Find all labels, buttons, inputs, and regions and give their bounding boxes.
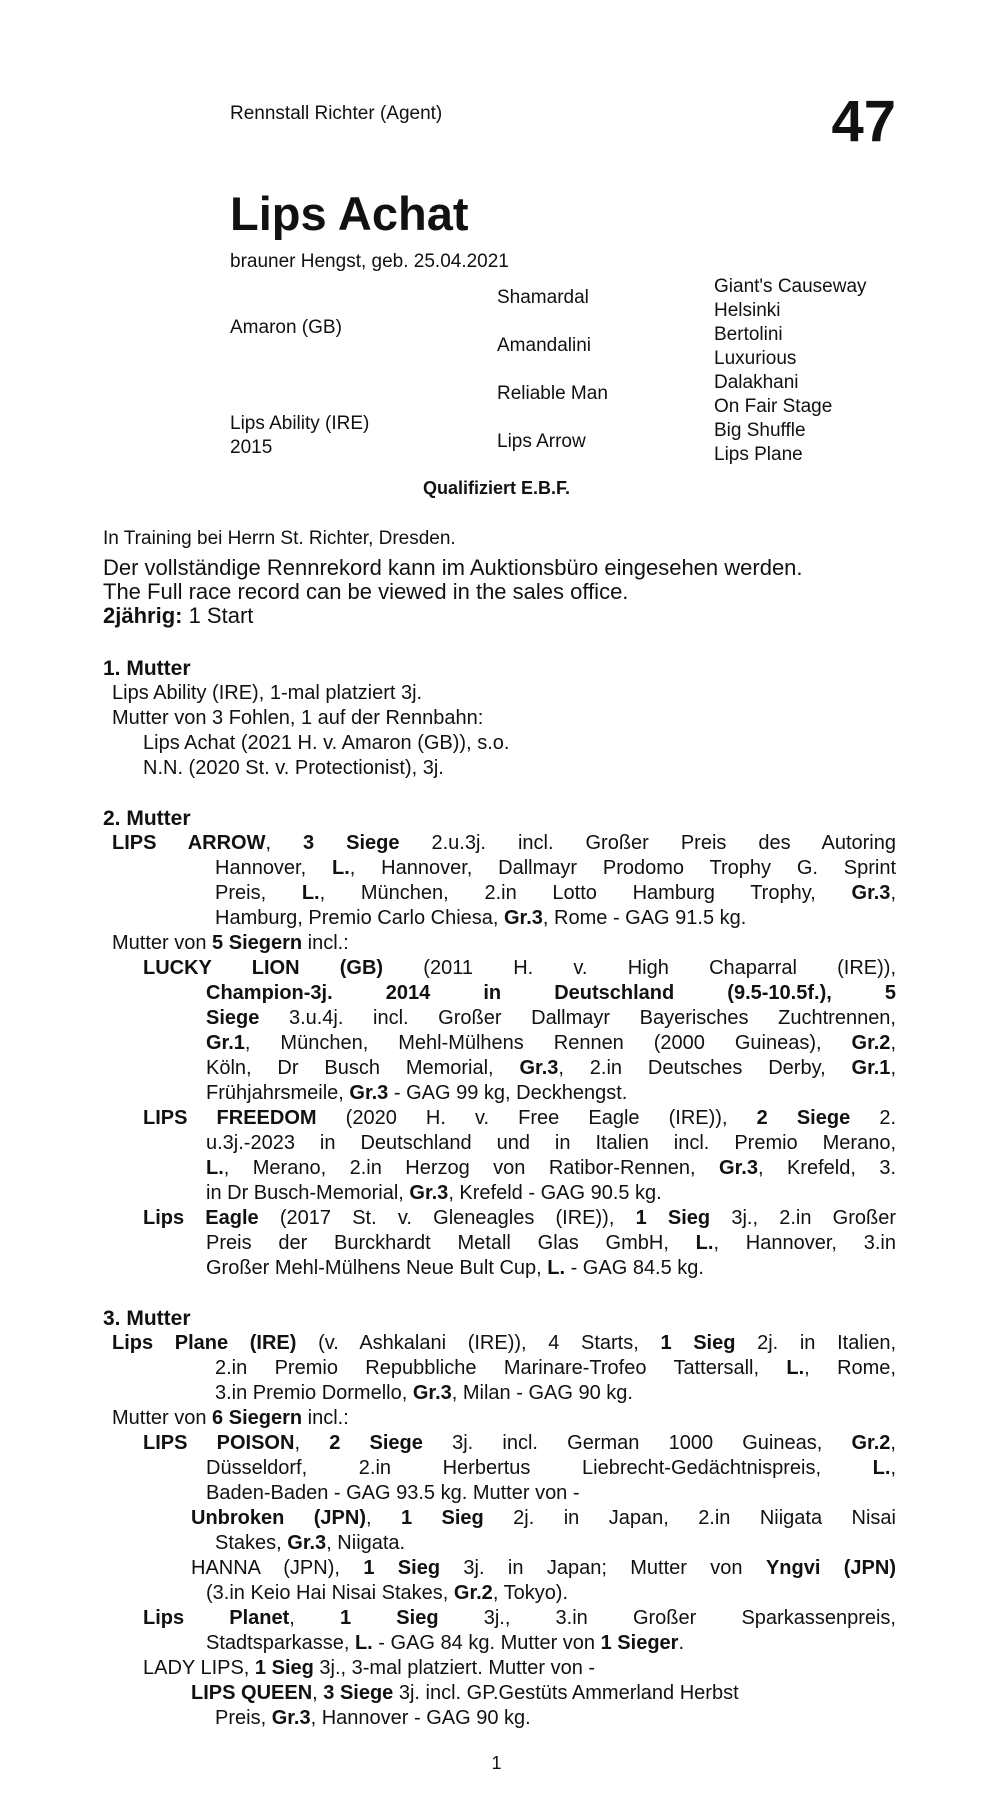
first-dam-line: Mutter von 3 Fohlen, 1 auf der Rennbahn: bbox=[112, 707, 484, 729]
starts-line bbox=[103, 604, 803, 628]
qualification: Qualifiziert E.B.F. bbox=[422, 478, 571, 498]
entry-lips-plane: Lips Plane (IRE) (v. Ashkalani (IRE)), 4 Starts, 1 Sieg 2j. in Italien, 2.in Premio Repubbliche Marinare-Trofeo Tattersall, L., Rome, 3.in Premio Dormello, Gr.3, Milan - GAG 90 kg. bbox=[112, 1332, 897, 1404]
pedigree-dam-year: 2015 bbox=[230, 437, 273, 458]
pedigree-grandparent: Amandalini bbox=[497, 335, 591, 356]
horse-name: Lips Planet bbox=[143, 1607, 290, 1629]
section-heading: 3. Mutter bbox=[103, 1307, 191, 1330]
pedigree-great-grandparent: On Fair Stage bbox=[714, 396, 833, 417]
pedigree-grandparent: Shamardal bbox=[497, 287, 589, 308]
page-number: 1 bbox=[491, 1753, 502, 1773]
pedigree-dam-name: Lips Ability (IRE) bbox=[230, 413, 370, 434]
entry-hanna: HANNA (JPN), 1 Sieg 3j. in Japan; Mutter von Yngvi (JPN) (3.in Keio Hai Nisai Stakes, Gr.2, Tokyo). bbox=[191, 1557, 896, 1604]
horse-name: LIPS QUEEN bbox=[191, 1682, 313, 1704]
entry-lady-lips: LADY LIPS, 1 Sieg 3j., 3-mal platziert. Mutter von - bbox=[143, 1657, 596, 1679]
first-dam-line: Lips Ability (IRE), 1-mal platziert 3j. bbox=[112, 682, 423, 704]
mother-of-line: Mutter von 5 Siegern incl.: bbox=[112, 932, 349, 954]
pedigree-great-grandparent: Lips Plane bbox=[714, 444, 803, 465]
pedigree-great-grandparent: Big Shuffle bbox=[714, 420, 806, 441]
lot-number: 47 bbox=[831, 89, 896, 154]
entry-lips-freedom: LIPS FREEDOM (2020 H. v. Free Eagle (IRE)), 2 Siege 2. u.3j.-2023 in Deutschland und in Italien incl. Premio Merano, L., Merano, 2.in Herzog von Ratibor-Rennen, Gr.3, Krefeld, 3. in Dr Busch-Memorial, Gr.3, Krefeld - GAG 90.5 kg. bbox=[143, 1107, 897, 1204]
first-dam-section bbox=[103, 656, 896, 781]
race-record-note bbox=[103, 556, 803, 628]
agent: Rennstall Richter (Agent) bbox=[230, 103, 443, 124]
entry-lips-eagle: Lips Eagle (2017 St. v. Gleneagles (IRE)), 1 Sieg 3j., 2.in Großer Preis der Burckhardt Metall Glas GmbH, L., Hannover, 3.in Großer Mehl-Mülhens Neue Bult Cup, L. - GAG 84.5 kg. bbox=[143, 1207, 897, 1279]
first-dam-line: Lips Achat (2021 H. v. Amaron (GB)), s.o. bbox=[143, 732, 510, 754]
section-heading: 2. Mutter bbox=[103, 807, 191, 830]
section-heading: 1. Mutter bbox=[103, 657, 191, 680]
pedigree-great-grandparent: Bertolini bbox=[714, 324, 783, 345]
entry-lips-arrow: LIPS ARROW, 3 Siege 2.u.3j. incl. Großer Preis des Autoring Hannover, L., Hannover, Dallmayr Prodomo Trophy G. Sprint Preis, L., München, 2.in Lotto Hamburg Trophy, Gr.3, Hamburg, Premio Carlo Chiesa, Gr.3, Rome - GAG 91.5 kg. bbox=[112, 832, 896, 929]
horse-name: Lips Achat bbox=[230, 187, 469, 240]
pedigree-great-grandparents bbox=[714, 275, 867, 467]
race-record-en: The Full race record can be viewed in the sales office. bbox=[103, 579, 629, 604]
pedigree-great-grandparent: Helsinki bbox=[714, 300, 781, 321]
race-record-de: Der vollständige Rennrekord kann im Auktionsbüro eingesehen werden. bbox=[103, 555, 803, 580]
entry-lips-poison: LIPS POISON, 2 Siege 3j. incl. German 1000 Guineas, Gr.2, Düsseldorf, 2.in Herbertus Liebrecht-Gedächtnispreis, L., Baden-Baden - GAG 93.5 kg. Mutter von - bbox=[143, 1432, 896, 1504]
horse-name: Lips Eagle bbox=[143, 1207, 259, 1229]
pedigree-great-grandparent: Giant's Causeway bbox=[714, 276, 867, 297]
third-dam-section bbox=[103, 1306, 896, 1731]
pedigree-grandparent: Lips Arrow bbox=[497, 431, 586, 452]
pedigree-grandparent: Reliable Man bbox=[497, 383, 608, 404]
starts-count: 1 Start bbox=[182, 603, 254, 628]
horse-name: Lips Plane (IRE) bbox=[112, 1332, 297, 1354]
horse-name: LIPS ARROW bbox=[112, 832, 266, 854]
first-dam-line: N.N. (2020 St. v. Protectionist), 3j. bbox=[143, 757, 444, 779]
pedigree-dam bbox=[230, 412, 369, 460]
pedigree-great-grandparent: Dalakhani bbox=[714, 372, 799, 393]
entry-lips-planet: Lips Planet, 1 Sieg 3j., 3.in Großer Sparkassenpreis, Stadtsparkasse, L. - GAG 84 kg. Mutter von 1 Sieger. bbox=[143, 1607, 896, 1654]
entry-lucky-lion: LUCKY LION (GB) (2011 H. v. High Chaparral (IRE)), Champion-3j. 2014 in Deutschland (9.5-10.5f.), 5 Siege 3.u.4j. incl. Großer Dallmayr Bayerisches Zuchtrennen, Gr.1, München, Mehl-Mülhens Rennen (2000 Guineas), Gr.2, Köln, Dr Busch Memorial, Gr.3, 2.in Deutsches Derby, Gr.1, Frühjahrsmeile, Gr.3 - GAG 99 kg, Deckhengst. bbox=[143, 957, 896, 1104]
horse-name: LIPS POISON bbox=[143, 1432, 295, 1454]
age-label: 2jährig: bbox=[103, 603, 183, 628]
mother-of-line: Mutter von 6 Siegern incl.: bbox=[112, 1407, 349, 1429]
pedigree-sire: Amaron (GB) bbox=[230, 317, 342, 338]
training-info: In Training bei Herrn St. Richter, Dresden. bbox=[103, 528, 456, 549]
horse-name: Unbroken (JPN) bbox=[191, 1507, 366, 1529]
entry-unbroken: Unbroken (JPN), 1 Sieg 2j. in Japan, 2.in Niigata Nisai Stakes, Gr.3, Niigata. bbox=[191, 1507, 896, 1554]
horse-name: LUCKY LION (GB) bbox=[143, 957, 384, 979]
horse-description: brauner Hengst, geb. 25.04.2021 bbox=[230, 251, 509, 272]
horse-name: LIPS FREEDOM bbox=[143, 1107, 317, 1129]
pedigree-great-grandparent: Luxurious bbox=[714, 348, 797, 369]
entry-lips-queen: LIPS QUEEN, 3 Siege 3j. incl. GP.Gestüts Ammerland Herbst Preis, Gr.3, Hannover - GAG 90 kg. bbox=[191, 1682, 739, 1729]
second-dam-section bbox=[103, 806, 896, 1281]
